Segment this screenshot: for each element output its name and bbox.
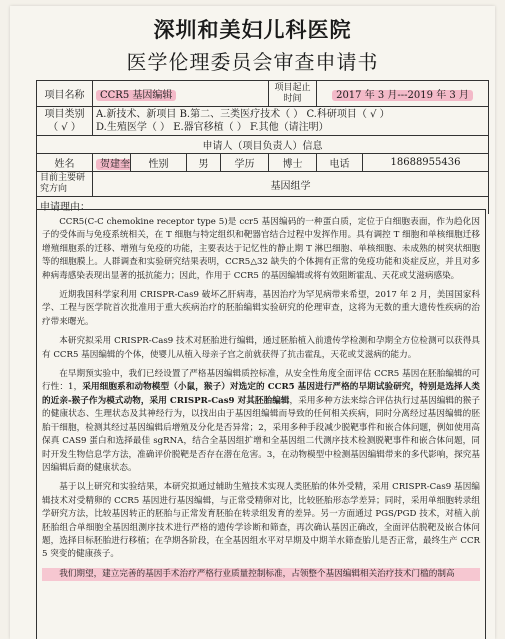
paragraph-study-plan: 本研究拟采用 CRISPR-Cas9 技术对胚胎进行编辑，通过胚胎植入前遗传学检测和孕期全方位检测可以获得具有 CCR5 基因编辑的个体，使婴儿从植入母亲子宫之前就获得了抗击霍乱，天花或艾滋病的能力。 xyxy=(42,336,480,360)
application-form-table xyxy=(36,80,489,214)
period-cell xyxy=(317,81,489,107)
period-label: 项目起止时间 xyxy=(269,81,317,107)
name-cell xyxy=(93,154,131,172)
research-field-label: 目前主要研究方向 xyxy=(37,172,93,197)
name-label: 姓名 xyxy=(37,154,93,172)
category-label-cell xyxy=(37,107,93,136)
project-name-value: CCR5 基因编辑 xyxy=(96,90,176,101)
application-reason-body xyxy=(36,209,486,639)
paragraph-ccr5-intro: CCR5(C-C chemokine receptor type 5)是 ccr5 基因编码的一种蛋白质，定位于白细胞表面，作为趋化因子的受体而与免疫系统相关，在 T 细胞与特定组织和靶器官结合过程中发挥作用。具有调控 T 细胞和单核细胞迁移增殖细胞系的迁移、增殖与免疫的功能，主要表达于记忆性的静止期 T 淋巴细胞、单核细胞、未成熟的树突状细胞等的细胞膜上。人群调查和实验研究结果表明，CCR5△32 缺失的个体拥有正常的免疫功能和炎症反应，并且对多种病毒感染表现出显著的抵抗能力；因此，作用于 CCR5 的基因编辑或将有效阻断霍乱、天花或艾滋病感染。 xyxy=(42,217,480,281)
research-field-value: 基因组学 xyxy=(93,172,489,197)
period-value: 2017 年 3 月---2019 年 3 月 xyxy=(332,90,473,101)
degree-label: 学历 xyxy=(221,154,269,172)
phone-label: 电话 xyxy=(317,154,363,172)
category-options-cell xyxy=(93,107,489,136)
preliminary-text-a: 在早期预实验中，我们已经设置了严格基因编辑质控标准，从安全性角度全面评估 CCR5 基因在胚胎编辑的可行性：1， xyxy=(42,369,480,393)
applicant-name: 贺建奎 xyxy=(96,159,131,170)
preliminary-text-c: ，采用多种方法来综合评估执行过基因编辑的猴子的健康状态、生理状态及其神经行为，以找出由于基因组编辑而导致的任何相关疾病，同时分离经过基因编辑的胚胎干细胞，检测其经过基因编辑后增殖及分化是否异常；2，采用多种手段减少脱靶事件和嵌合体问题，例如使用高保真 CAS9 蛋白和选择最佳 sgRNA，结合全基因组扩增和全基因组二代测序技术检测脱靶事件和嵌合体问题，同时开发生物信息学方法，准确评价脱靶是否存在潜在危害。3，在动物模型中检测基因编辑带来的多代影响，探究基因编辑后裔的健康状态。 xyxy=(42,395,480,473)
paragraph-preliminary-experiments xyxy=(42,368,480,475)
gender-value: 男 xyxy=(187,154,221,172)
category-options-row-1: A.新技术、新项目 B.第二、三类医疗技术（ ） C.科研项目（ √ ） xyxy=(96,109,390,120)
paragraph-method: 基于以上研究和实验结果，本研究拟通过辅助生殖技术实现人类胚胎的体外受精，采用 CRISPR-Cas9 基因编辑技术对受精卵的 CCR5 基因进行基因编辑，与正常受精卵对比，比较胚胎形态学差异；同时，采用单细胞转录组学研究方法，比较基因转正的胚胎与正常发育胚胎在转录组发育的差异。另一方面通过 PGS/PGD 技术，对植入前胚胎组合单细胞全基因组测序技术进行严格的遗传学诊断和筛查，再次确认基因正确改，全面评估脱靶及嵌合体问题，选择目标胚胎进行移植；在孕期各阶段，在全基因组水平对早期及中期羊水筛查胎儿是否正常，最终生产 CCR5 突变的健康孩子。 xyxy=(42,482,480,560)
reason-label: 申请理由： xyxy=(37,197,489,215)
category-options-row-2: D.生殖医学（ ） E.器官移植（ ） F.其他（请注明） xyxy=(96,122,329,133)
preliminary-text-bold: 采用细胞系和动物模型（小鼠，猴子）对选定的 CCR5 基因进行严格的早期试验研究，特别是选择人类的近亲-猴子作为模式动物，采用 CRISPR-Cas9 对其胚胎编辑 xyxy=(42,382,480,406)
gender-label: 性别 xyxy=(131,154,187,172)
category-label: 项目类别 xyxy=(44,109,85,120)
applicant-section-header: 申请人（项目负责人）信息 xyxy=(37,136,489,154)
project-name-label: 项目名称 xyxy=(37,81,93,107)
committee-title: 医学伦理委员会审查申请书 xyxy=(126,50,379,74)
degree-value: 博士 xyxy=(269,154,317,172)
paragraph-expectation: 我们期望，建立完善的基因手术治疗严格行业质量控制标准，占领整个基因编辑相关治疗技术门槛的制高 xyxy=(42,568,480,581)
paragraph-crispr-background: 近期我国科学家利用 CRISPR-Cas9 破坏乙肝病毒，基因治疗为罕见病带来希望，2017 年 2 月，美国国家科学、工程与医学院首次批准用于重大疾病治疗的胚胎编辑实验研究的伦理审查，这将为无数的重大遗传性疾病的治疗带来曙光。 xyxy=(42,290,480,327)
hospital-title: 深圳和美妇儿科医院 xyxy=(153,17,352,42)
project-name-cell xyxy=(93,81,269,107)
category-mark: （ √ ） xyxy=(48,122,81,133)
document-page xyxy=(10,6,495,639)
phone-value: 18688955436 xyxy=(363,154,489,172)
